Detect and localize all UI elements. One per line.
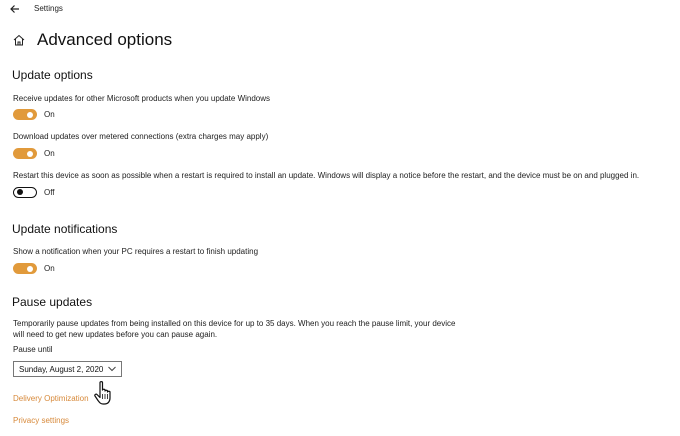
restart-asap-label: Restart this device as soon as possible when a restart is required to install an update. Windows will display a notice before the restart, and the device must be on and plugged in. bbox=[13, 171, 640, 180]
toggle-knob bbox=[27, 266, 33, 272]
chevron-down-icon bbox=[108, 366, 116, 372]
receive-updates-label: Receive updates for other Microsoft products when you update Windows bbox=[13, 94, 271, 103]
pause-until-dropdown[interactable] bbox=[13, 361, 122, 377]
toggle-knob bbox=[27, 112, 33, 118]
delivery-optimization-link[interactable]: Delivery Optimization bbox=[13, 394, 89, 403]
home-icon[interactable] bbox=[13, 34, 25, 46]
pause-updates-description: Temporarily pause updates from being installed on this device for up to 35 days. When you reach the pause limit, your device will need to get new updates before you can pause again. bbox=[13, 319, 456, 339]
pause-until-label: Pause until bbox=[13, 345, 53, 354]
restart-notification-label: Show a notification when your PC requires a restart to finish updating bbox=[13, 247, 259, 256]
window-title: Settings bbox=[34, 4, 63, 13]
receive-updates-state: On bbox=[44, 110, 55, 119]
metered-download-label: Download updates over metered connections (extra charges may apply) bbox=[13, 132, 269, 141]
section-title-update-options: Update options bbox=[12, 68, 93, 82]
back-arrow-icon[interactable] bbox=[8, 2, 22, 16]
pause-until-value: Sunday, August 2, 2020 bbox=[19, 365, 104, 374]
restart-notification-toggle[interactable] bbox=[13, 263, 37, 274]
restart-asap-state: Off bbox=[44, 188, 55, 197]
hand-pointer-cursor-icon bbox=[93, 380, 115, 406]
restart-asap-toggle[interactable] bbox=[13, 187, 37, 198]
page-title: Advanced options bbox=[37, 30, 173, 49]
toggle-knob bbox=[27, 151, 33, 157]
section-title-pause-updates: Pause updates bbox=[12, 295, 93, 309]
toggle-knob bbox=[17, 189, 23, 195]
metered-download-state: On bbox=[44, 149, 55, 158]
restart-notification-state: On bbox=[44, 264, 55, 273]
receive-updates-toggle[interactable] bbox=[13, 109, 37, 120]
section-title-update-notifications: Update notifications bbox=[12, 222, 118, 236]
privacy-settings-link[interactable]: Privacy settings bbox=[13, 416, 70, 425]
metered-download-toggle[interactable] bbox=[13, 148, 37, 159]
